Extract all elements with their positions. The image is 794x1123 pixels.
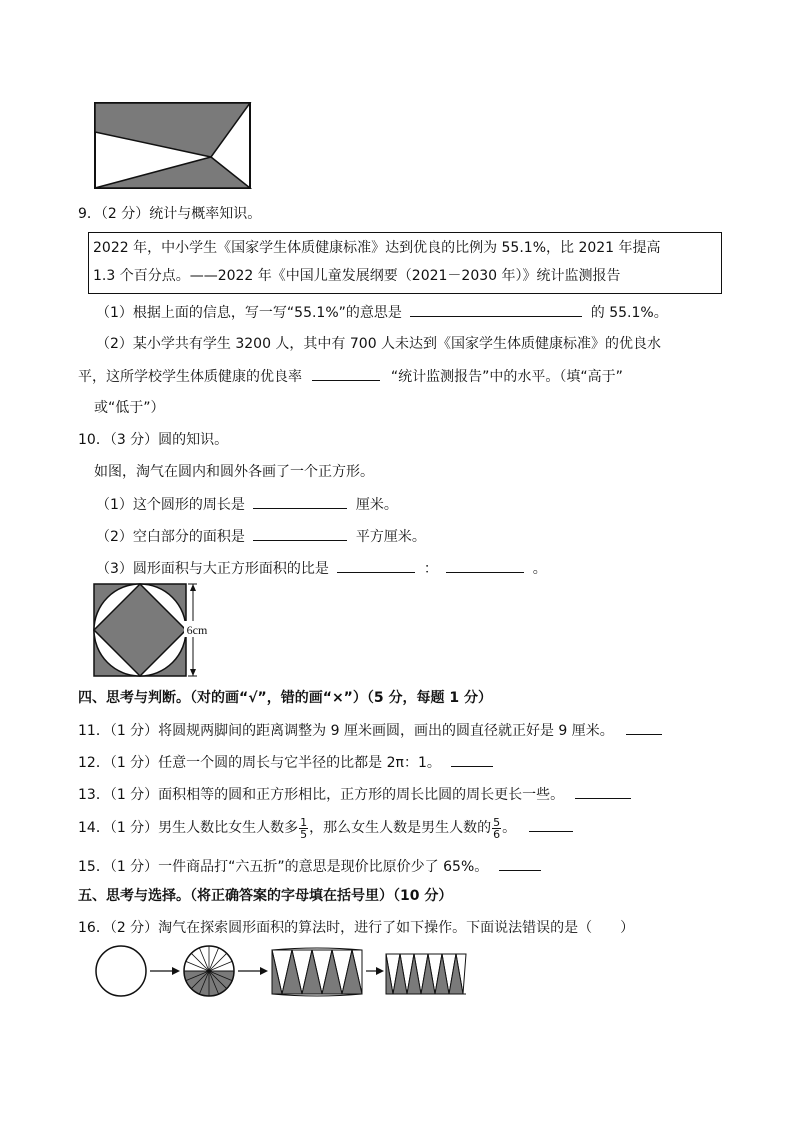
q9-part1 [96, 302, 668, 323]
circle-area-derivation-figure [94, 944, 468, 1000]
q15-answer-blank[interactable] [499, 856, 541, 871]
sectored-circle [184, 946, 234, 996]
q11-answer-blank[interactable] [626, 720, 662, 735]
q9-part2-blank[interactable] [312, 366, 380, 381]
q9-quote-line1: 2022 年，中小学生《国家学生体质健康标准》达到优良的比例为 55.1%，比 2021 年提高 [93, 240, 661, 256]
q12-answer-blank[interactable] [451, 752, 493, 767]
q9-part1-end: 的 55.1%。 [590, 305, 668, 321]
q10-part3-text: （3）圆形面积与大正方形面积的比是 [96, 561, 329, 577]
q10-part2-blank[interactable] [253, 526, 347, 541]
q10-part3-blank1[interactable] [337, 558, 415, 573]
q10-part3-end: 。 [532, 561, 547, 577]
rearranged-strip-1 [272, 948, 362, 996]
rearranged-strip-2 [386, 954, 466, 994]
q10-part2-text: （2）空白部分的面积是 [96, 529, 245, 545]
q10-part2 [96, 526, 426, 547]
q9-part1-blank[interactable] [410, 302, 582, 317]
figure-label-6cm: 6cm [186, 623, 208, 637]
q14-fraction-five-sixths: $\frac{5}{6}$ [493, 815, 501, 841]
q15 [78, 856, 541, 877]
q10-part3-blank2[interactable] [446, 558, 524, 573]
q10-header: 10．（3 分）圆的知识。 [78, 432, 229, 448]
q9-part2-text: 平，这所学校学生体质健康的优良率 [78, 369, 302, 385]
q14-answer-blank[interactable] [529, 817, 573, 832]
q10-intro: 如图，淘气在圆内和圆外各画了一个正方形。 [94, 464, 374, 480]
q14-text: 14．（1 分）男生人数比女生人数多 [78, 820, 299, 836]
q13 [78, 784, 631, 805]
q15-text: 15．（1 分）一件商品打“六五折”的意思是现价比原价少了 65%。 [78, 859, 489, 875]
q14-text-end: 。 [502, 820, 517, 836]
section4-title: 四、思考与判断。（对的画“√”，错的画“×”）（5 分，每题 1 分） [78, 690, 492, 706]
q12-text: 12．（1 分）任意一个圆的周长与它半径的比都是 2π：1。 [78, 755, 441, 771]
q14-fraction-one-fifth: $\frac{1}{5}$ [300, 815, 308, 841]
q9-part2-line1: （2）某小学共有学生 3200 人，其中有 700 人未达到《国家学生体质健康标准》的优良水 [96, 336, 662, 352]
q10-part3 [96, 558, 547, 579]
q13-text: 13．（1 分）面积相等的圆和正方形相比，正方形的周长比圆的周长更长一些。 [78, 787, 565, 803]
q9-part1-text: （1）根据上面的信息，写一写“55.1%”的意思是 [96, 305, 402, 321]
q11 [78, 720, 662, 741]
q14 [78, 814, 573, 842]
q14-text-middle: ，那么女生人数是男生人数的 [309, 820, 492, 836]
q11-text: 11．（1 分）将圆规两脚间的距离调整为 9 厘米画圆，画出的圆直径就正好是 9 厘米。 [78, 723, 614, 739]
section5-title: 五、思考与选择。（将正确答案的字母填在括号里）（10 分） [78, 888, 453, 904]
q9-part2-line3: 或“低于”） [94, 400, 165, 416]
q12 [78, 752, 493, 773]
q10-part1-unit: 厘米。 [355, 497, 398, 513]
q10-part1-blank[interactable] [253, 494, 347, 509]
q9-part2-end: “统计监测报告”中的水平。（填“高于” [390, 369, 623, 385]
circle-squares-figure [93, 583, 223, 677]
q10-part3-colon: ： [423, 561, 438, 577]
rectangle-triangle-figure [94, 102, 252, 190]
q10-part1 [96, 494, 398, 515]
q13-answer-blank[interactable] [575, 784, 631, 799]
q9-quote-line2: 1.3 个百分点。——2022 年《中国儿童发展纲要（2021－2030 年）》统计监测报告 [93, 268, 621, 284]
q9-part2-line2 [78, 366, 623, 387]
q16: 16．（2 分）淘气在探索圆形面积的算法时，进行了如下操作。下面说法错误的是（ ） [78, 920, 635, 936]
q10-part1-text: （1）这个圆形的周长是 [96, 497, 245, 513]
q10-part2-unit: 平方厘米。 [355, 529, 426, 545]
q9-header: 9．（2 分）统计与概率知识。 [78, 206, 262, 222]
